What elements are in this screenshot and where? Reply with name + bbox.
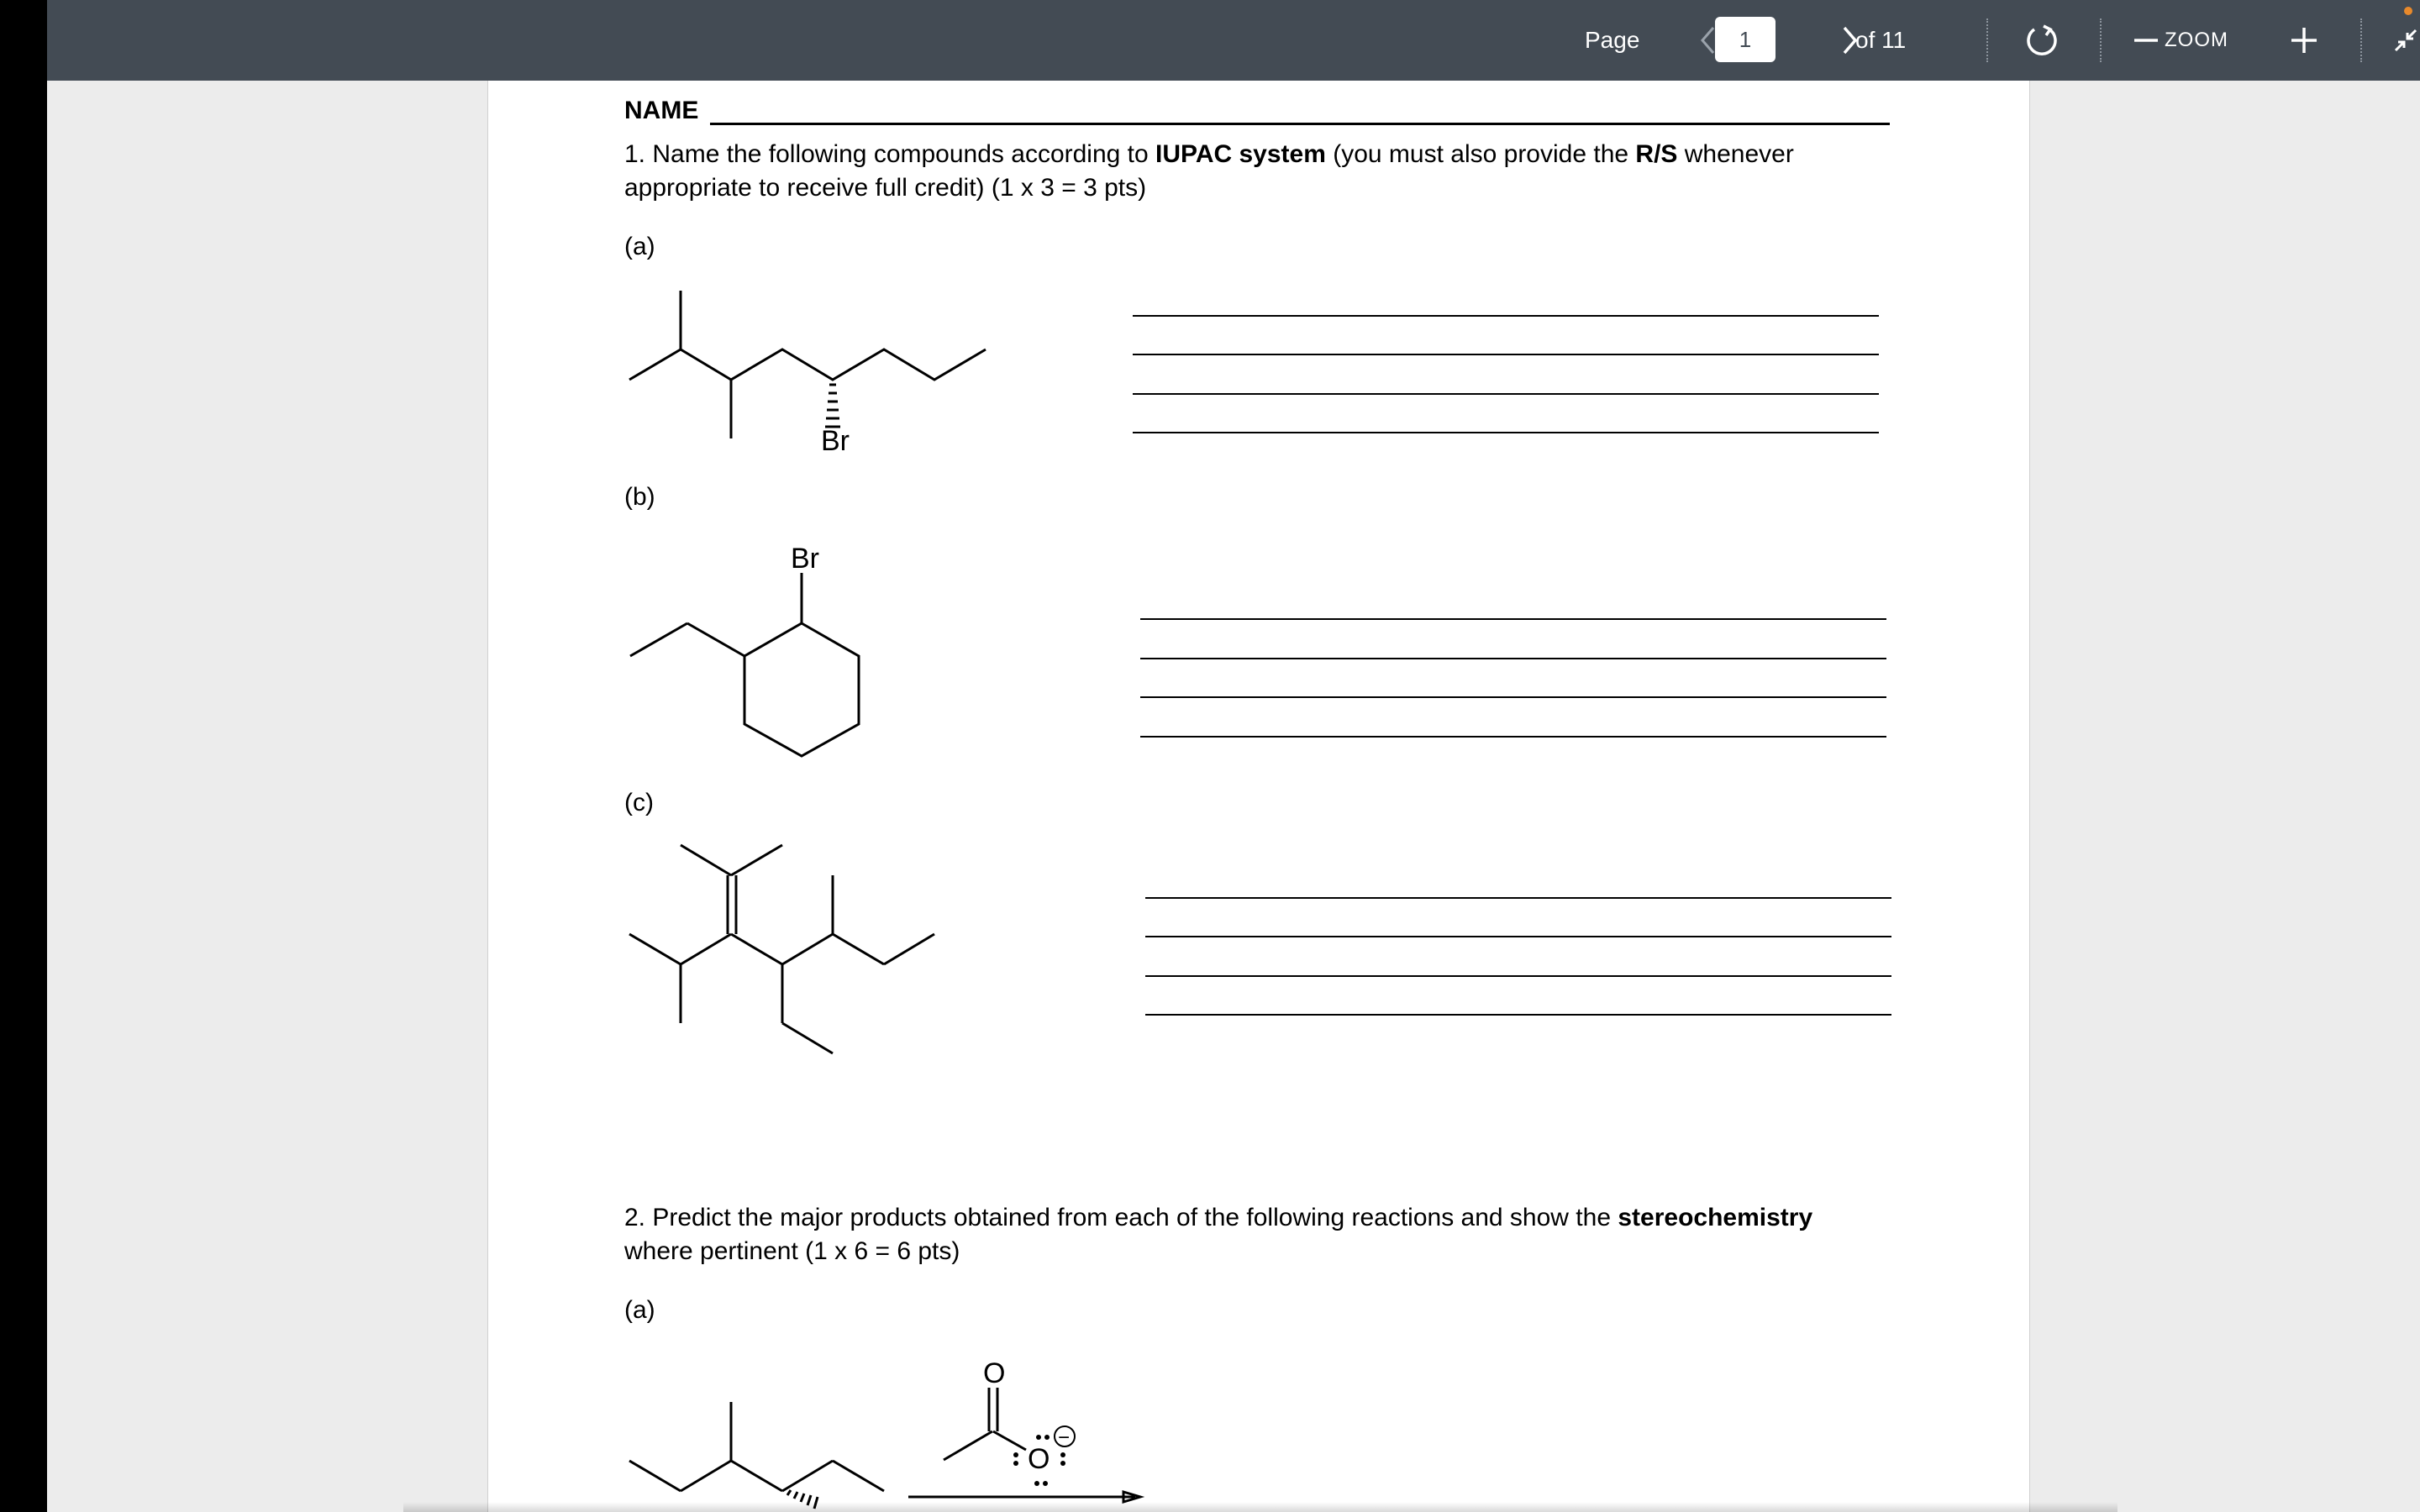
minus-icon <box>2134 37 2158 44</box>
toolbar-separator <box>1986 18 1988 62</box>
viewer-toolbar <box>47 0 2420 81</box>
q2-part-a-label: (a) <box>624 1296 655 1324</box>
q1-text-part: (you must also provide the <box>1325 140 1636 168</box>
toolbar-separator <box>2360 18 2362 62</box>
name-label: NAME <box>624 97 699 124</box>
q1-part-a-label: (a) <box>624 233 655 260</box>
zoom-in-button[interactable] <box>2291 0 2317 81</box>
page-count-label: of 11 <box>1855 27 1907 53</box>
question-2-text-line2: where pertinent (1 x 6 = 6 pts) <box>624 1237 960 1265</box>
q2a-reaction-structure <box>488 81 2029 1512</box>
page-number-input[interactable]: 1 <box>1715 17 1776 62</box>
collapse-arrows-icon <box>2391 25 2420 55</box>
notification-dot <box>2404 7 2412 15</box>
q1a-bromine-atom: Br <box>821 425 850 457</box>
plus-icon <box>2291 27 2317 54</box>
q1-bold-rs: R/S <box>1635 140 1678 168</box>
q1-part-b-label: (b) <box>624 483 655 511</box>
q2-bold-stereochemistry: stereochemistry <box>1618 1204 1813 1231</box>
q1b-bromine-atom: Br <box>791 543 819 575</box>
document-shadow <box>403 1502 2118 1512</box>
previous-page-button[interactable] <box>1698 0 1717 81</box>
q2a-oxide-oxygen: O <box>1028 1443 1050 1475</box>
q2a-carbonyl-oxygen: O <box>983 1357 1006 1389</box>
toolbar-separator <box>2100 18 2102 62</box>
q1-bold-iupac: IUPAC system <box>1155 140 1326 168</box>
q1-text-part: 1. Name the following compounds according to <box>624 140 1156 168</box>
q2-text-part: 2. Predict the major products obtained from each of the following reactions and show the <box>624 1204 1618 1231</box>
reset-rotate-button[interactable] <box>2024 0 2060 81</box>
chevron-left-icon <box>1698 25 1717 55</box>
q1-text-part: whenever <box>1677 140 1794 168</box>
q2a-negative-charge: − <box>1058 1426 1071 1449</box>
zoom-out-button[interactable] <box>2134 0 2158 81</box>
page-label: Page <box>1585 27 1640 53</box>
zoom-label: ZOOM <box>2165 29 2228 51</box>
document-page <box>487 81 2030 1512</box>
q1-part-c-label: (c) <box>624 789 654 816</box>
rotate-icon <box>2024 23 2060 58</box>
left-black-strip <box>0 0 47 1512</box>
question-1-text-line2: appropriate to receive full credit) (1 x 3 = 3 pts) <box>624 174 1147 202</box>
